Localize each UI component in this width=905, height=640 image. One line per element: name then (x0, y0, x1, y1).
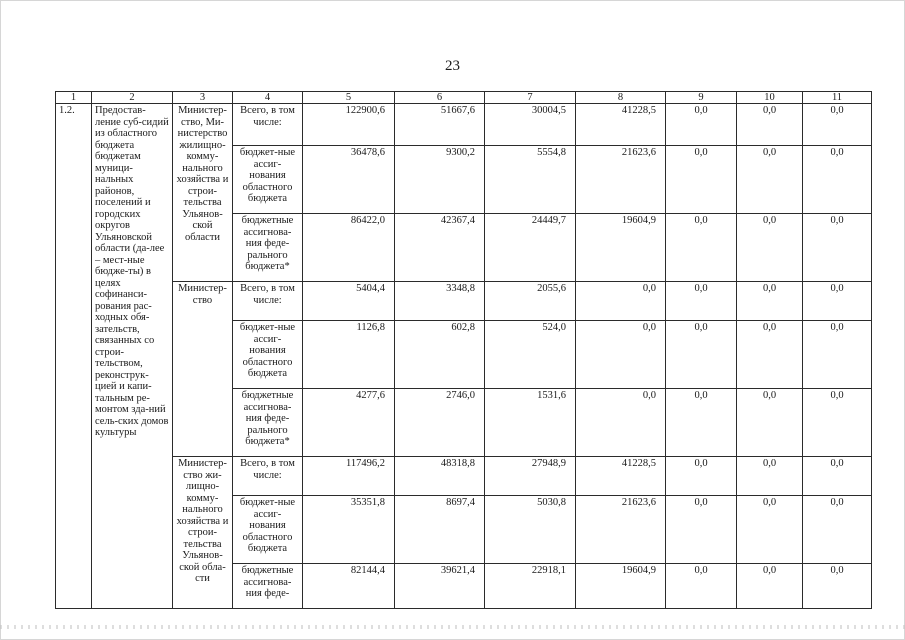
value-cell: 602,8 (395, 321, 485, 389)
value-cell: 41228,5 (576, 457, 666, 496)
value-cell: 39621,4 (395, 564, 485, 609)
row-number: 1.2. (56, 104, 92, 609)
value-cell: 30004,5 (485, 104, 576, 146)
value-cell: 0,0 (737, 146, 803, 214)
value-cell: 3348,8 (395, 282, 485, 321)
value-cell: 9300,2 (395, 146, 485, 214)
value-cell: 86422,0 (303, 214, 395, 282)
column-number: 11 (803, 92, 872, 104)
funding-label: Всего, в том числе: (233, 457, 303, 496)
value-cell: 117496,2 (303, 457, 395, 496)
value-cell: 5404,4 (303, 282, 395, 321)
table-row (56, 457, 872, 496)
value-cell: 1531,6 (485, 389, 576, 457)
value-cell: 122900,6 (303, 104, 395, 146)
value-cell: 36478,6 (303, 146, 395, 214)
value-cell: 0,0 (666, 457, 737, 496)
value-cell: 0,0 (666, 214, 737, 282)
value-cell: 8697,4 (395, 496, 485, 564)
value-cell: 0,0 (576, 389, 666, 457)
funding-label (233, 564, 303, 609)
value-cell: 2746,0 (395, 389, 485, 457)
value-cell: 0,0 (576, 321, 666, 389)
value-cell: 0,0 (737, 214, 803, 282)
value-cell: 0,0 (666, 146, 737, 214)
column-number: 7 (485, 92, 576, 104)
value-cell: 0,0 (803, 214, 872, 282)
value-cell: 0,0 (737, 104, 803, 146)
value-cell: 27948,9 (485, 457, 576, 496)
value-cell: 4277,6 (303, 389, 395, 457)
value-cell: 82144,4 (303, 564, 395, 609)
value-cell: 21623,6 (576, 496, 666, 564)
column-number: 9 (666, 92, 737, 104)
value-cell: 0,0 (737, 389, 803, 457)
column-number: 10 (737, 92, 803, 104)
value-cell: 0,0 (737, 457, 803, 496)
funding-label: бюджет-ные ассиг-нования областного бюджета (233, 496, 303, 564)
column-number: 4 (233, 92, 303, 104)
value-cell: 0,0 (737, 564, 803, 609)
value-cell: 0,0 (803, 104, 872, 146)
column-number: 8 (576, 92, 666, 104)
value-cell: 0,0 (737, 496, 803, 564)
value-cell: 42367,4 (395, 214, 485, 282)
executor-cell: Министер-ство, Ми-нистерство жилищно-комму-нального хозяйства и строи-тельства Ульянов-ской области (173, 104, 233, 282)
value-cell: 51667,6 (395, 104, 485, 146)
value-cell: 0,0 (666, 104, 737, 146)
table-row (56, 282, 872, 321)
value-cell: 35351,8 (303, 496, 395, 564)
value-cell: 0,0 (737, 282, 803, 321)
value-cell: 0,0 (803, 564, 872, 609)
funding-label: Всего, в том числе: (233, 104, 303, 146)
funding-label: бюджет-ные ассиг-нования областного бюджета (233, 321, 303, 389)
value-cell: 2055,6 (485, 282, 576, 321)
column-number: 6 (395, 92, 485, 104)
value-cell: 0,0 (803, 389, 872, 457)
executor-cell: Министер-ство (173, 282, 233, 457)
value-cell: 0,0 (666, 496, 737, 564)
page-number: 23 (445, 58, 460, 74)
value-cell: 0,0 (803, 457, 872, 496)
value-cell: 5554,8 (485, 146, 576, 214)
scan-edge-dots (0, 625, 905, 629)
value-cell: 524,0 (485, 321, 576, 389)
value-cell: 0,0 (803, 496, 872, 564)
value-cell: 5030,8 (485, 496, 576, 564)
value-cell: 48318,8 (395, 457, 485, 496)
value-cell: 22918,1 (485, 564, 576, 609)
column-number: 1 (56, 92, 92, 104)
budget-table (55, 91, 872, 609)
funding-label: бюджетные ассигнова-ния феде-рального бюджета* (233, 214, 303, 282)
value-cell: 0,0 (803, 146, 872, 214)
value-cell: 0,0 (576, 282, 666, 321)
value-cell: 21623,6 (576, 146, 666, 214)
column-number: 2 (92, 92, 173, 104)
funding-label: бюджетные ассигнова-ния феде-рального бюджета* (233, 389, 303, 457)
funding-label: бюджет-ные ассиг-нования областного бюджета (233, 146, 303, 214)
column-number-row (56, 92, 872, 104)
value-cell: 19604,9 (576, 564, 666, 609)
value-cell: 0,0 (666, 321, 737, 389)
value-cell: 19604,9 (576, 214, 666, 282)
column-number: 3 (173, 92, 233, 104)
executor-cell: Министер-ство жи-лищно-комму-нального хозяйства и строи-тельства Ульянов-ской обла-сти (173, 457, 233, 609)
column-number: 5 (303, 92, 395, 104)
value-cell: 0,0 (666, 282, 737, 321)
value-cell: 41228,5 (576, 104, 666, 146)
value-cell: 24449,7 (485, 214, 576, 282)
value-cell: 1126,8 (303, 321, 395, 389)
funding-label-text: бюджетные ассигнова-ния феде- (241, 565, 294, 599)
value-cell: 0,0 (803, 282, 872, 321)
funding-label: Всего, в том числе: (233, 282, 303, 321)
table-row (56, 104, 872, 146)
measure-description: Предостав-ление суб-сидий из областного бюджета бюджетам муници-нальных районов, поселений и городских округов Ульяновской области (да-лее – мест-ные бюдже-ты) в целях софинанси-рования рас-ходных обя-зательств, связанных со строи-тельством, реконструк-цией и капи-тальным ре-монтом зда-ний сель-ских домов культуры (92, 104, 173, 609)
value-cell: 0,0 (666, 389, 737, 457)
value-cell: 0,0 (737, 321, 803, 389)
value-cell: 0,0 (803, 321, 872, 389)
value-cell: 0,0 (666, 564, 737, 609)
